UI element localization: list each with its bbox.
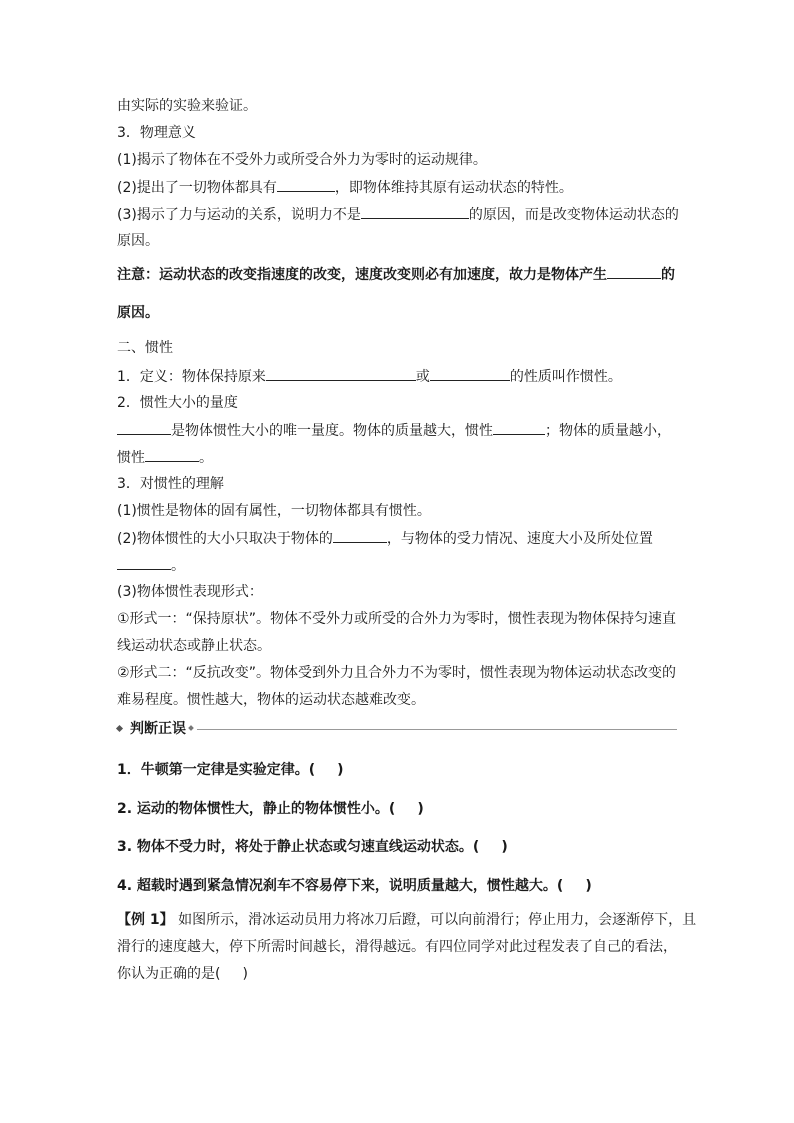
fill-blank[interactable]: [266, 367, 416, 381]
judgment-item: 4. 超载时遇到紧急情况刹车不容易停下来，说明质量越大，惯性越大。( ): [117, 878, 592, 894]
diamond-icon: [116, 725, 123, 732]
judgment-item: 3. 物体不受力时，将处于静止状态或匀速直线运动状态。( ): [117, 839, 508, 855]
fill-blank[interactable]: [361, 205, 469, 219]
fill-blank[interactable]: [333, 529, 387, 543]
fill-blank[interactable]: [117, 556, 171, 570]
text-line: (1)惯性是物体的固有属性，一切物体都具有惯性。: [117, 503, 431, 519]
subheading: 3．物理意义: [117, 125, 196, 141]
diamond-icon: [188, 725, 194, 731]
example-line: 滑行的速度越大，停下所需时间越长，滑得越远。有四位同学对此过程发表了自己的看法，: [117, 939, 677, 955]
subheading: 2．惯性大小的量度: [117, 395, 238, 411]
text-line: 是物体惯性大小的唯一量度。物体的质量越大，惯性 ；物体的质量越小，: [117, 421, 671, 440]
text-line: (2)提出了一切物体都具有 ，即物体维持其原有运动状态的特性。: [117, 180, 573, 196]
subheading: 3．对惯性的理解: [117, 476, 224, 492]
text-line: 1．定义：物体保持原来 或 的性质叫作惯性。: [117, 369, 622, 385]
text-line: 原因。: [117, 233, 159, 249]
text-line: 惯性 。: [117, 450, 213, 466]
section-title: 判断正误: [130, 721, 186, 737]
judgment-item: 2. 运动的物体惯性大，静止的物体惯性小。( ): [117, 801, 424, 817]
note-line: 注意：运动状态的改变指速度的改变，速度改变则必有加速度，故力是物体产生 的: [117, 267, 675, 283]
text-line: 。: [117, 556, 185, 575]
section-heading: 二、惯性: [117, 340, 173, 356]
text-line: (2)物体惯性的大小只取决于物体的 ，与物体的受力情况、速度大小及所处位置: [117, 531, 653, 547]
divider-line: [197, 729, 677, 730]
fill-blank[interactable]: [607, 265, 661, 279]
text-line: 由实际的实验来验证。: [117, 98, 257, 114]
example-tag: 【例 1】: [117, 912, 174, 928]
fill-blank[interactable]: [430, 367, 510, 381]
example-line: 你认为正确的是( ): [117, 966, 248, 982]
text-line: 难易程度。惯性越大，物体的运动状态越难改变。: [117, 692, 425, 708]
text-line: ②形式二：“反抗改变”。物体受到外力且合外力不为零时，惯性表现为物体运动状态改变的: [117, 665, 677, 681]
text-line: 线运动状态或静止状态。: [117, 638, 271, 654]
example-line: 【例 1】 如图所示，滑冰运动员用力将冰刀后蹬，可以向前滑行；停止用力，会逐渐停下，且: [117, 912, 697, 928]
fill-blank[interactable]: [145, 448, 199, 462]
text-line: ①形式一：“保持原状”。物体不受外力或所受的合外力为零时，惯性表现为物体保持匀速直: [117, 611, 677, 627]
text-line: (1)揭示了物体在不受外力或所受合外力为零时的运动规律。: [117, 152, 487, 168]
text-line: (3)物体惯性表现形式：: [117, 584, 263, 600]
judgment-item: 1．牛顿第一定律是实验定律。( ): [117, 762, 344, 778]
fill-blank[interactable]: [493, 421, 545, 435]
note-line: 原因。: [117, 305, 159, 321]
fill-blank[interactable]: [277, 178, 335, 192]
fill-blank[interactable]: [117, 421, 171, 435]
text-line: (3)揭示了力与运动的关系，说明力不是 的原因，而是改变物体运动状态的: [117, 207, 679, 223]
section-divider: [117, 720, 677, 740]
